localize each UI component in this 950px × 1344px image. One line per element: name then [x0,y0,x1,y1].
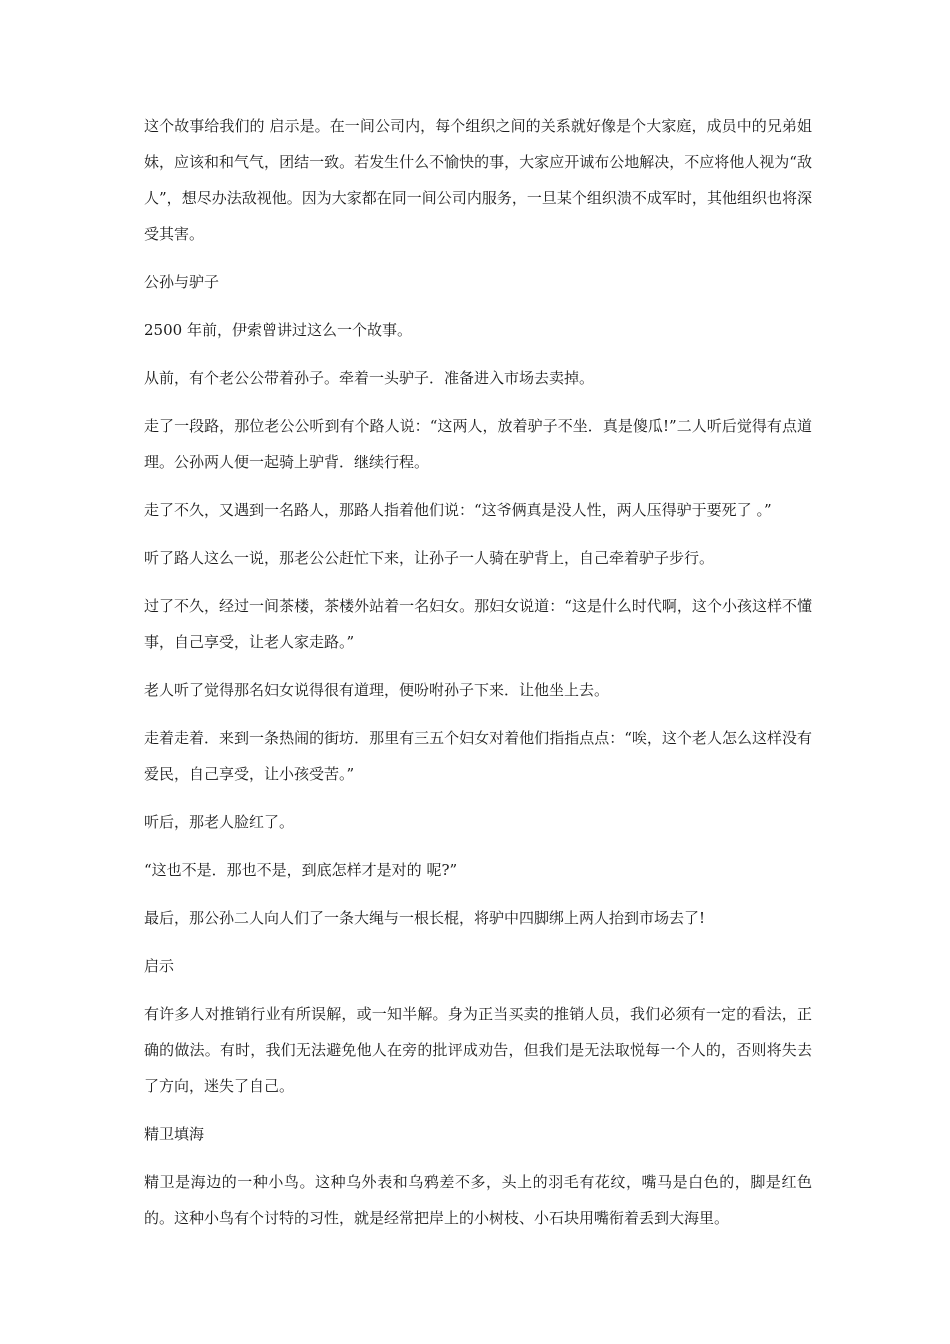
section-title-moral: 启示 [144,957,175,975]
paragraph-old-man-blushes: 听后，那老人脸红了。 [144,813,295,831]
section-title-jingwei: 精卫填海 [144,1125,205,1143]
paragraph-second-passerby: 走了不久，又遇到一名路人，那路人指着他们说：“这爷俩真是没人性，两人压得驴于要死了 。” [144,501,772,519]
paragraph-moral-company: 这个故事给我们的 启示是。在一间公司内，每个组织之间的关系就好像是个大家庭，成员中的兄弟姐妹，应该和和气气，团结一致。若发生什么不愉快的事，大家应开诚布公地解决，不应将他人视为“敌人”，想尽办法敌视他。因为大家都在同一间公司内服务，一旦某个组织溃不成军时，其他组织也将深受其害。 [144,117,812,243]
paragraph-story-start: 从前，有个老公公带着孙子。牵着一头驴子．准备进入市场去卖掉。 [144,369,595,387]
document-page [144,108,812,1248]
section-title-grandfather-donkey: 公孙与驴子 [144,273,220,291]
paragraph-grandson-walks: 老人听了觉得那名妇女说得很有道理，便吩咐孙子下来．让他坐上去。 [144,681,610,699]
paragraph-carry-donkey: 最后，那公孙二人向人们了一条大绳与一根长棍，将驴中四脚绑上两人抬到市场去了! [144,909,706,927]
paragraph-first-passerby: 走了一段路，那位老公公听到有个路人说：“这两人，放着驴子不坐．真是傻瓜!”二人听后觉得有点道理。公孙两人便一起骑上驴背．继续行程。 [144,417,812,471]
paragraph-sales-moral: 有许多人对推销行业有所误解，或一知半解。身为正当买卖的推销人员，我们必须有一定的看法，正确的做法。有时，我们无法避免他人在旁的批评成劝告，但我们是无法取悦每一个人的，否则将失去了方向，迷失了自己。 [144,1005,812,1095]
paragraph-teahouse-woman: 过了不久，经过一间茶楼，茶楼外站着一名妇女。那妇女说道：“这是什么时代啊，这个小孩这样不懂事，自己享受，让老人家走路。” [144,597,812,651]
paragraph-aesop-intro: 2500 年前，伊索曾讲过这么一个故事。 [144,321,412,339]
paragraph-street-women: 走着走着．来到一条热闹的街坊．那里有三五个妇女对着他们指指点点：“唉，这个老人怎么这样没有爱民，自己享受，让小孩受苦。” [144,729,812,783]
paragraph-grandfather-walks: 听了路人这么一说，那老公公赶忙下来，让孙子一人骑在驴背上，自己牵着驴子步行。 [144,549,715,567]
paragraph-jingwei-bird: 精卫是海边的一种小鸟。这种乌外表和乌鸦差不多，头上的羽毛有花纹，嘴马是白色的，脚是红色的。这种小鸟有个讨特的习性，就是经常把岸上的小树枝、小石块用嘴衔着丢到大海里。 [144,1173,812,1227]
paragraph-what-is-right: “这也不是．那也不是，到底怎样才是对的 呢?” [144,861,458,879]
